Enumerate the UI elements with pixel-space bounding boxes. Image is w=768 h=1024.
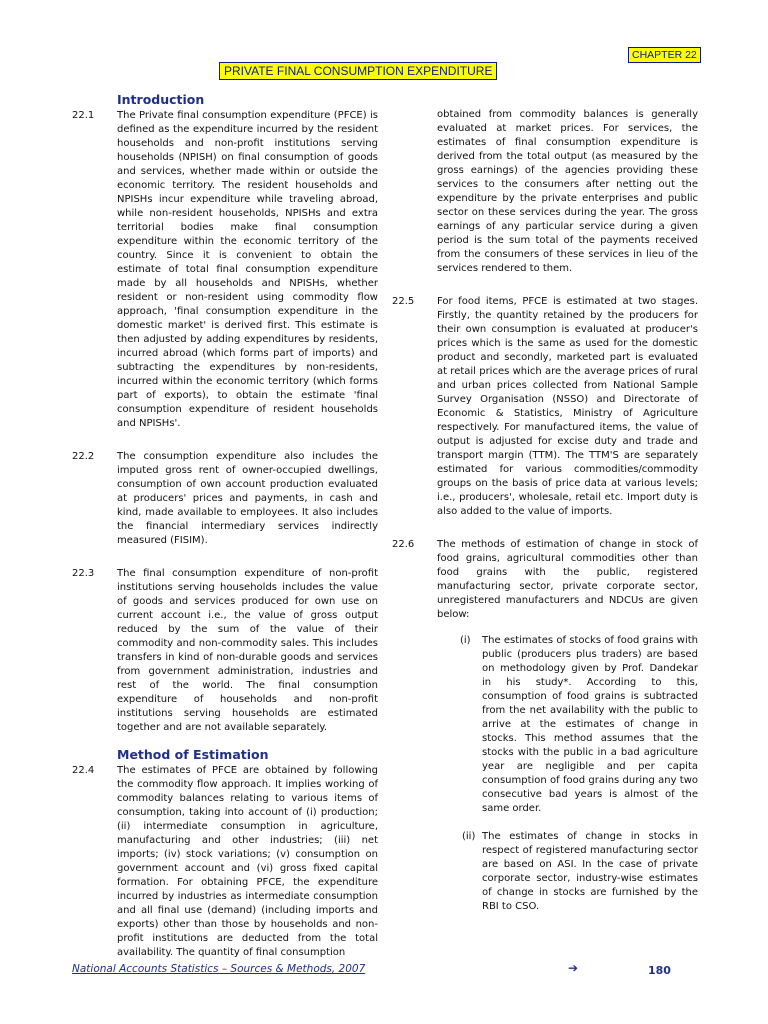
page-number: 180 — [648, 964, 671, 977]
paragraph-text: The final consumption expenditure of non-profit institutions serving households includes the value of goods and services produced for own use on current account i.e., the value of gross output reduced by the sum of the value of their commodity and non-commodity sales. This includes transfers in kind of non-durable goods and services from government administration, industries and rest of the world. The final consumption expenditure of households and non-profit institutions serving households are estimated together and are not available separately. — [117, 568, 378, 733]
page-title: PRIVATE FINAL CONSUMPTION EXPENDITURE — [219, 62, 497, 80]
sub-item-text: The estimates of change in stocks in respect of registered manufacturing sector are based on ASI. In the case of private corporate sector, industry-wise estimates of change in stocks are furnished by the RBI to CSO. — [482, 831, 698, 912]
sub-item-text: The estimates of stocks of food grains with public (producers plus traders) are based on methodology given by Prof. Dandekar in his study*. According to this, consumption of food grains is subtracted from the net availability with the public to arrive at the estimates of change in stocks. This method assumes that the stocks with the public in a bad agriculture year are negligible and per capita consumption of food grains during any two consecutive bad years is almost of the same order. — [482, 635, 698, 814]
footer-source: National Accounts Statistics – Sources & Methods, 2007 — [72, 963, 366, 975]
sub-item-label: (i) — [460, 635, 471, 646]
paragraph-text: The estimates of PFCE are obtained by following the commodity flow approach. It implies working of commodity balances relating to various items of consumption, taking into account of (i) production; (ii) intermediate consumption in agriculture, manufacturing and other industries; (iii) net imports; (iv) stock variations; (v) consumption on government account and (vi) gross fixed capital formation. For obtaining PFCE, the expenditure incurred by industries as intermediate consumption and all final use (demand) (including imports and exports) other than those by households and non-profit institutions are deducted from the total availability. The quantity of final consumption — [117, 765, 378, 958]
introduction-heading: Introduction — [117, 92, 205, 107]
paragraph-number: 22.5 — [392, 296, 415, 307]
paragraph-number: 22.1 — [72, 110, 95, 121]
method-heading: Method of Estimation — [117, 747, 269, 762]
paragraph-text: The consumption expenditure also includes the imputed gross rent of owner-occupied dwellings, consumption of own account production evaluated at producers' prices and payments, in cash and kind, made available to employees. It also includes the financial intermediary services indirectly measured (FISIM). — [117, 451, 378, 546]
paragraph-22-5 — [392, 295, 698, 519]
sub-item-i — [460, 634, 698, 816]
chapter-label: CHAPTER 22 — [628, 47, 701, 63]
paragraph-text: The methods of estimation of change in stock of food grains, agricultural commodities other than food grains with the public, registered manufacturing sector, private corporate sector, unregistered manufacturers and NDCUs are given below: — [437, 539, 698, 620]
paragraph-22-3 — [72, 567, 378, 735]
paragraph-22-2 — [72, 450, 378, 548]
paragraph-number: 22.3 — [72, 568, 95, 579]
left-column — [72, 92, 378, 960]
paragraph-text: obtained from commodity balances is generally evaluated at market prices. For services, the estimates of final consumption expenditure is derived from the total output (as measured by the gross earnings) of the agencies providing these services to the consumers after netting out the expenditure by the private enterprises and public sector on these services during the year. The gross earnings of any particular service during a given period is the sum total of the payments received from the consumers of these services in lieu of the services rendered to them. — [437, 109, 698, 274]
paragraph-22-6 — [392, 538, 698, 622]
paragraph-number: 22.6 — [392, 539, 415, 550]
next-page-arrow-icon[interactable]: ➔ — [568, 961, 579, 975]
sub-item-label: (ii) — [462, 831, 476, 842]
paragraph-number: 22.2 — [72, 451, 95, 462]
right-column — [392, 108, 698, 914]
paragraph-22-4-continued — [392, 108, 698, 276]
paragraph-22-4 — [72, 764, 378, 960]
paragraph-text: For food items, PFCE is estimated at two stages. Firstly, the quantity retained by the producers for their own consumption is evaluated at producer's prices which is the same as used for the domestic product and secondly, marketed part is evaluated at retail prices which are the average prices of rural and urban prices collected from National Sample Survey Organisation (NSSO) and Directorate of Economic & Statistics, Ministry of Agriculture respectively. For manufactured items, the value of output is adjusted for excise duty and trade and transport margin (TTM). The TTM'S are separately estimated for various commodities/commodity groups on the basis of price data at various levels; i.e., producers', wholesale, retail etc. Import duty is also added to the value of imports. — [437, 296, 698, 517]
paragraph-22-1 — [72, 109, 378, 431]
sub-item-ii — [462, 830, 698, 914]
paragraph-text: The Private final consumption expenditure (PFCE) is defined as the expenditure incurred by the resident households and non-profit institutions serving households (NPISH) on final consumption of goods and services, whether made within or outside the economic territory. The resident households and NPISHs incur expenditure while traveling abroad, while non-resident households, NPISHs and extra territorial bodies make final consumption expenditure within the economic territory of the country. Since it is convenient to obtain the estimate of total final consumption expenditure made by all households and NPISHs, whether resident or non-resident using commodity flow approach, 'final consumption expenditure in the domestic market' is derived first. This estimate is then adjusted by adding expenditures by residents, incurred abroad (which forms part of imports) and subtracting the expenditures by non-residents, incurred within the economic territory (which forms part of exports), to obtain the estimate 'final consumption expenditure of resident households and NPISHs'. — [117, 110, 378, 429]
paragraph-number: 22.4 — [72, 765, 95, 776]
